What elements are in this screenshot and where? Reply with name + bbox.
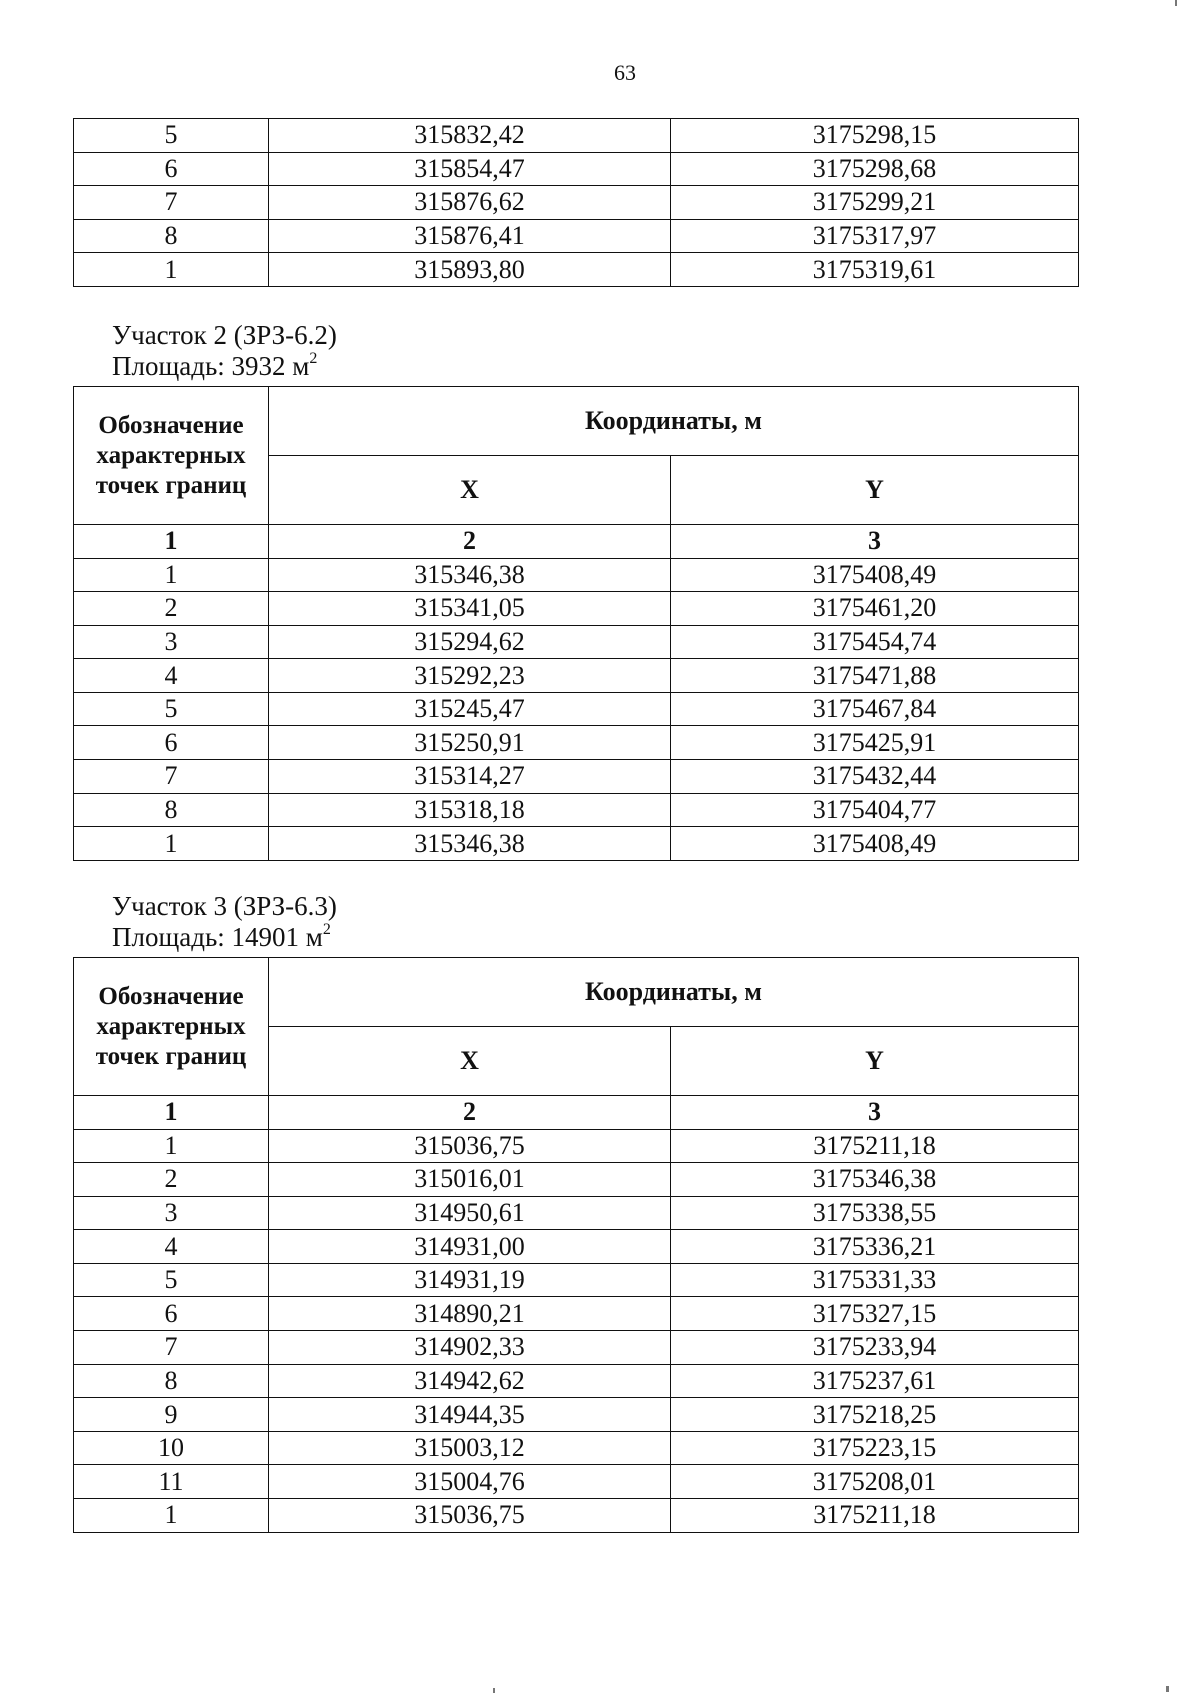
y-coordinate-cell: 3175298,15 <box>671 119 1079 153</box>
point-number-cell: 5 <box>74 692 269 726</box>
table-row <box>74 219 1079 253</box>
table-row <box>74 1364 1079 1398</box>
table-row <box>74 592 1079 626</box>
x-coordinate-cell: 315346,38 <box>269 827 671 861</box>
y-coordinate-cell: 3175454,74 <box>671 625 1079 659</box>
y-coordinate-cell: 3175208,01 <box>671 1465 1079 1499</box>
point-number-cell: 3 <box>74 1196 269 1230</box>
header-col-num-2: 2 <box>269 525 671 559</box>
y-coordinate-cell: 3175404,77 <box>671 793 1079 827</box>
y-coordinate-cell: 3175461,20 <box>671 592 1079 626</box>
header-x-label: X <box>269 456 671 525</box>
point-number-cell: 1 <box>74 827 269 861</box>
point-number-cell: 7 <box>74 760 269 794</box>
area-unit-exponent: 2 <box>309 350 318 367</box>
point-number-cell: 8 <box>74 1364 269 1398</box>
x-coordinate-cell: 315250,91 <box>269 726 671 760</box>
table-row <box>74 1331 1079 1365</box>
table-row <box>74 659 1079 693</box>
y-coordinate-cell: 3175346,38 <box>671 1163 1079 1197</box>
x-coordinate-cell: 315876,41 <box>269 219 671 253</box>
area-unit-exponent: 2 <box>322 921 331 938</box>
point-number-cell: 1 <box>74 558 269 592</box>
table-row <box>74 726 1079 760</box>
section-area <box>112 351 337 386</box>
header-col-num-1: 1 <box>74 525 269 559</box>
table-row <box>74 558 1079 592</box>
point-number-cell: 2 <box>74 1163 269 1197</box>
header-y-label: Y <box>671 456 1079 525</box>
y-coordinate-cell: 3175211,18 <box>671 1129 1079 1163</box>
point-number-cell: 10 <box>74 1431 269 1465</box>
point-number-cell: 7 <box>74 1331 269 1365</box>
point-number-cell: 1 <box>74 253 269 287</box>
area-label: Площадь: 3932 м <box>112 351 310 381</box>
x-coordinate-cell: 315292,23 <box>269 659 671 693</box>
header-col-num-2: 2 <box>269 1096 671 1130</box>
table-row <box>74 1297 1079 1331</box>
header-coords-label: Координаты, м <box>269 387 1079 456</box>
point-number-cell: 8 <box>74 793 269 827</box>
x-coordinate-cell: 315003,12 <box>269 1431 671 1465</box>
section-caption-3 <box>112 891 337 957</box>
table-row <box>74 152 1079 186</box>
header-point-label: Обозначение характерных точек границ <box>74 387 269 525</box>
header-col-num-1: 1 <box>74 1096 269 1130</box>
coordinates-table-continued <box>73 118 1079 287</box>
point-number-cell: 4 <box>74 659 269 693</box>
x-coordinate-cell: 315314,27 <box>269 760 671 794</box>
table-row <box>74 692 1079 726</box>
x-coordinate-cell: 315341,05 <box>269 592 671 626</box>
point-number-cell: 8 <box>74 219 269 253</box>
section-area <box>112 922 337 957</box>
x-coordinate-cell: 315016,01 <box>269 1163 671 1197</box>
header-col-num-3: 3 <box>671 1096 1079 1130</box>
point-number-cell: 4 <box>74 1230 269 1264</box>
y-coordinate-cell: 3175223,15 <box>671 1431 1079 1465</box>
point-number-cell: 6 <box>74 726 269 760</box>
coordinates-table-section-2 <box>73 386 1079 861</box>
point-number-cell: 6 <box>74 1297 269 1331</box>
scan-speck <box>1175 0 1177 6</box>
x-coordinate-cell: 314931,19 <box>269 1263 671 1297</box>
y-coordinate-cell: 3175237,61 <box>671 1364 1079 1398</box>
y-coordinate-cell: 3175211,18 <box>671 1499 1079 1533</box>
x-coordinate-cell: 314931,00 <box>269 1230 671 1264</box>
table-row <box>74 186 1079 220</box>
header-coords-label: Координаты, м <box>269 958 1079 1027</box>
x-coordinate-cell: 315318,18 <box>269 793 671 827</box>
y-coordinate-cell: 3175233,94 <box>671 1331 1079 1365</box>
y-coordinate-cell: 3175432,44 <box>671 760 1079 794</box>
table-row <box>74 1263 1079 1297</box>
point-number-cell: 2 <box>74 592 269 626</box>
point-number-cell: 1 <box>74 1129 269 1163</box>
point-number-cell: 3 <box>74 625 269 659</box>
x-coordinate-cell: 314890,21 <box>269 1297 671 1331</box>
header-y-label: Y <box>671 1027 1079 1096</box>
y-coordinate-cell: 3175319,61 <box>671 253 1079 287</box>
y-coordinate-cell: 3175298,68 <box>671 152 1079 186</box>
point-number-cell: 9 <box>74 1398 269 1432</box>
y-coordinate-cell: 3175327,15 <box>671 1297 1079 1331</box>
page-number: 63 <box>614 60 636 85</box>
x-coordinate-cell: 314944,35 <box>269 1398 671 1432</box>
y-coordinate-cell: 3175317,97 <box>671 219 1079 253</box>
scan-speck <box>493 1688 495 1693</box>
x-coordinate-cell: 315893,80 <box>269 253 671 287</box>
y-coordinate-cell: 3175471,88 <box>671 659 1079 693</box>
x-coordinate-cell: 314902,33 <box>269 1331 671 1365</box>
x-coordinate-cell: 315854,47 <box>269 152 671 186</box>
x-coordinate-cell: 314942,62 <box>269 1364 671 1398</box>
point-number-cell: 11 <box>74 1465 269 1499</box>
table-row <box>74 625 1079 659</box>
table-row <box>74 1129 1079 1163</box>
y-coordinate-cell: 3175299,21 <box>671 186 1079 220</box>
x-coordinate-cell: 315245,47 <box>269 692 671 726</box>
x-coordinate-cell: 315004,76 <box>269 1465 671 1499</box>
area-label: Площадь: 14901 м <box>112 922 323 952</box>
x-coordinate-cell: 315294,62 <box>269 625 671 659</box>
table-row <box>74 1431 1079 1465</box>
point-number-cell: 5 <box>74 1263 269 1297</box>
table-row <box>74 1163 1079 1197</box>
coordinates-table-body <box>74 558 1079 860</box>
point-number-cell: 1 <box>74 1499 269 1533</box>
x-coordinate-cell: 315036,75 <box>269 1129 671 1163</box>
table-row <box>74 793 1079 827</box>
section-title: Участок 3 (ЗРЗ-6.3) <box>112 891 337 921</box>
table-row <box>74 119 1079 153</box>
table-row <box>74 1398 1079 1432</box>
table-row <box>74 760 1079 794</box>
y-coordinate-cell: 3175331,33 <box>671 1263 1079 1297</box>
table-row <box>74 1499 1079 1533</box>
table-row <box>74 1230 1079 1264</box>
y-coordinate-cell: 3175408,49 <box>671 558 1079 592</box>
table-row <box>74 1465 1079 1499</box>
point-number-cell: 7 <box>74 186 269 220</box>
y-coordinate-cell: 3175218,25 <box>671 1398 1079 1432</box>
table-row <box>74 1196 1079 1230</box>
coordinates-table-body <box>74 1129 1079 1532</box>
x-coordinate-cell: 315036,75 <box>269 1499 671 1533</box>
y-coordinate-cell: 3175336,21 <box>671 1230 1079 1264</box>
table-row <box>74 253 1079 287</box>
x-coordinate-cell: 314950,61 <box>269 1196 671 1230</box>
section-title: Участок 2 (ЗРЗ-6.2) <box>112 320 337 350</box>
y-coordinate-cell: 3175408,49 <box>671 827 1079 861</box>
coordinates-table-body <box>74 119 1079 287</box>
header-x-label: X <box>269 1027 671 1096</box>
y-coordinate-cell: 3175425,91 <box>671 726 1079 760</box>
section-caption-2 <box>112 320 337 386</box>
y-coordinate-cell: 3175338,55 <box>671 1196 1079 1230</box>
x-coordinate-cell: 315876,62 <box>269 186 671 220</box>
x-coordinate-cell: 315346,38 <box>269 558 671 592</box>
header-col-num-3: 3 <box>671 525 1079 559</box>
coordinates-table-section-3 <box>73 957 1079 1533</box>
header-point-label: Обозначение характерных точек границ <box>74 958 269 1096</box>
scan-speck <box>1166 1686 1169 1692</box>
y-coordinate-cell: 3175467,84 <box>671 692 1079 726</box>
point-number-cell: 5 <box>74 119 269 153</box>
point-number-cell: 6 <box>74 152 269 186</box>
x-coordinate-cell: 315832,42 <box>269 119 671 153</box>
table-row <box>74 827 1079 861</box>
